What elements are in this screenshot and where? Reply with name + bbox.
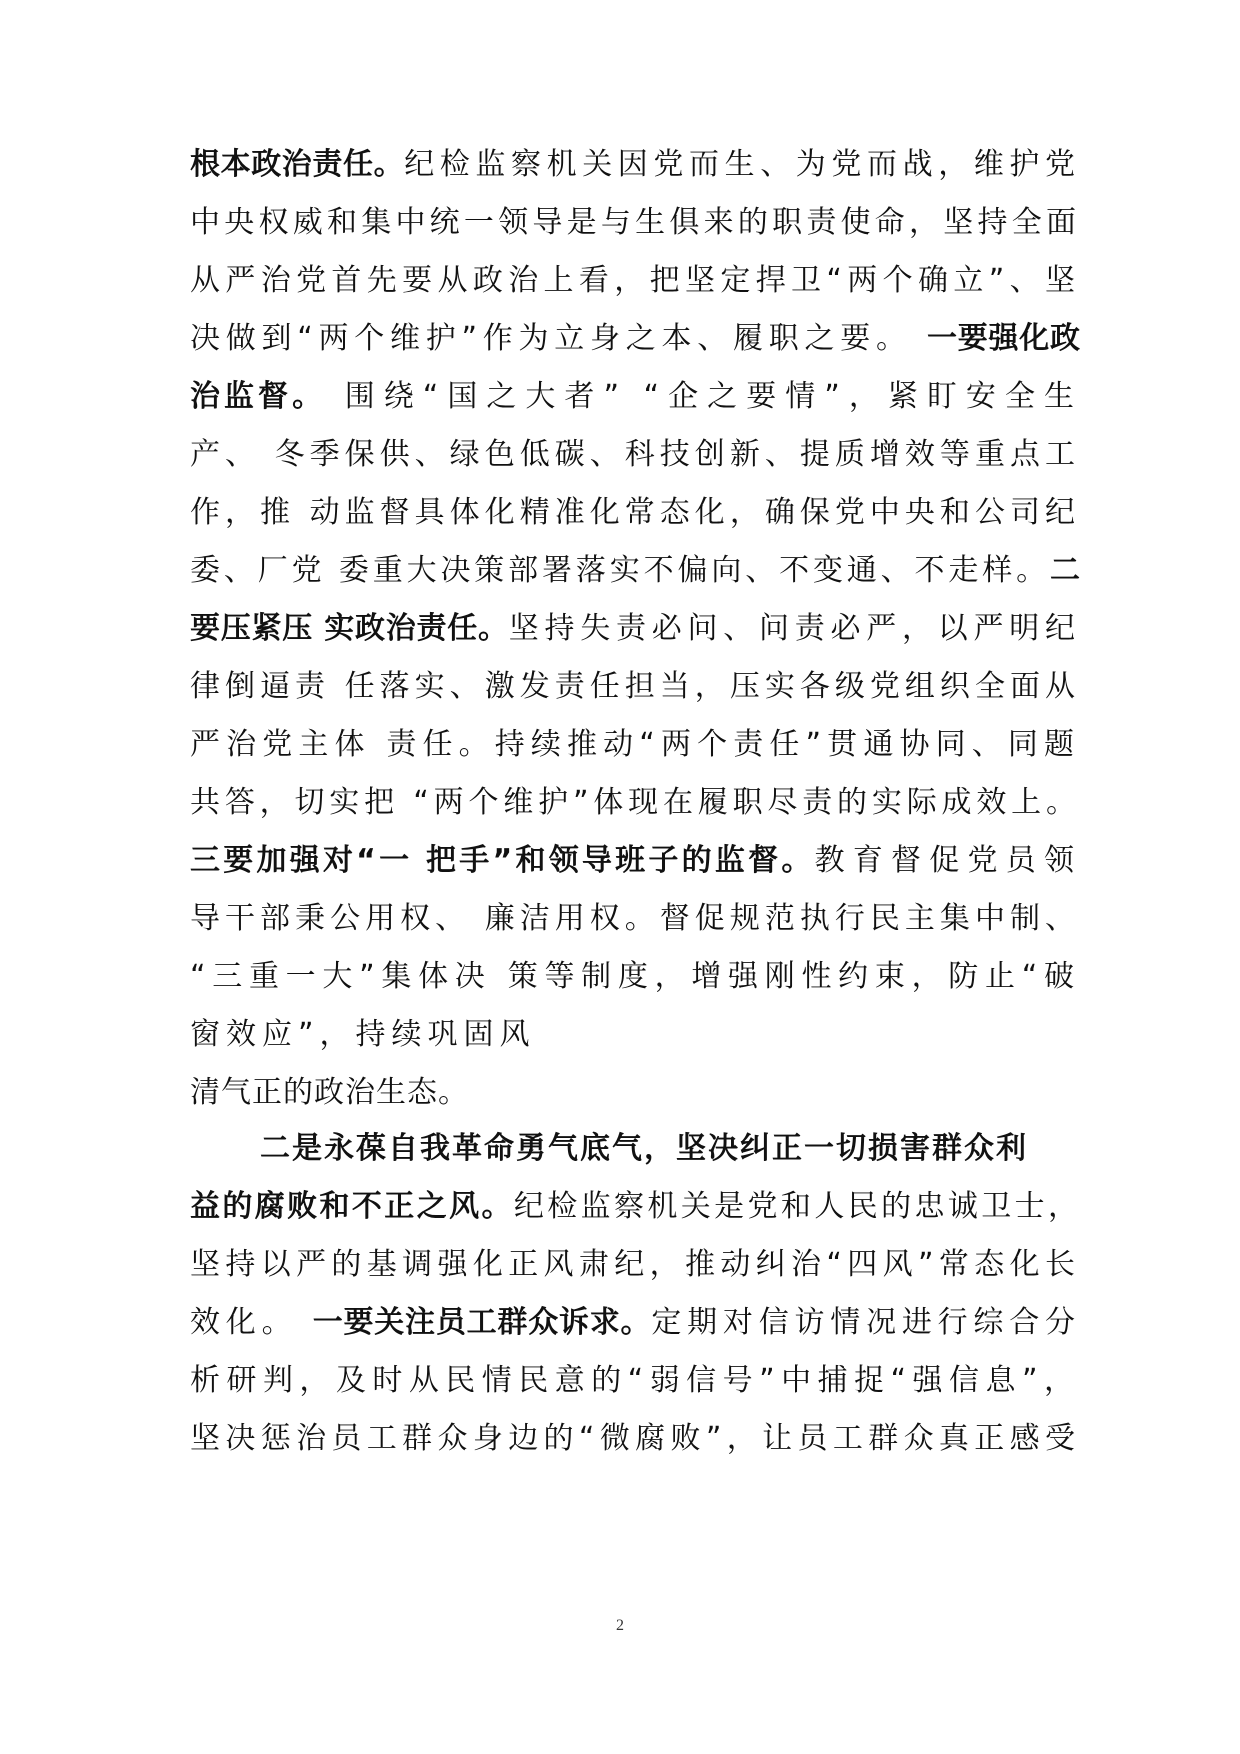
text-line [190, 948, 1080, 1006]
text-run: 中央权威和集中统一领导是与生俱来的职责使命，坚持全面 [190, 205, 1080, 240]
text-run: 共答，切实把 “两个维护”体现在履职尽责的实际成效上。 [190, 785, 1080, 820]
text-line [190, 716, 1080, 774]
text-run: “三重一大”集体决 策等制度，增强刚性约束，防止“破 [190, 959, 1080, 994]
text-run: 定期对信访情况进行综合分 [651, 1305, 1080, 1340]
text-run: 严治党主体 责任。持续推动“两个责任”贯通协同、同题 [190, 727, 1080, 762]
text-run: 律倒逼责 任落实、激发责任担当，压实各级党组织全面从 [190, 669, 1080, 704]
text-line [190, 252, 1080, 310]
paragraph-2 [190, 1120, 1080, 1468]
text-run: 产、 冬季保供、绿色低碳、科技创新、提质增效等重点工 [190, 437, 1080, 472]
bold-phrase: 根本政治责任。 [190, 147, 405, 182]
text-line [190, 194, 1080, 252]
text-run: 纪检监察机关因党而生、为党而战，维护党 [404, 147, 1081, 182]
text-line [190, 1352, 1080, 1410]
text-run: 委、厂党 委重大决策部署落实不偏向、不变通、不走样。 [190, 553, 1050, 588]
text-line [190, 368, 1080, 426]
text-run: 作，推 动监督具体化精准化常态化，确保党中央和公司纪 [190, 495, 1080, 530]
text-line [190, 890, 1080, 948]
text-line [190, 484, 1080, 542]
text-run: 决做到“两个维护”作为立身之本、履职之要。 [190, 321, 928, 356]
text-run: 导干部秉公用权、 廉洁用权。督促规范执行民主集中制、 [190, 901, 1080, 936]
text-line [190, 1294, 1080, 1352]
text-run: 教育督促党员领 [814, 843, 1080, 878]
bold-phrase: 二 [1050, 553, 1080, 588]
paragraph-1 [190, 136, 1080, 1122]
bold-phrase: 一要强化政 [927, 321, 1080, 356]
text-run: 效化。 [190, 1305, 313, 1340]
text-line [190, 1236, 1080, 1294]
page-number: 2 [616, 1617, 624, 1634]
text-line [190, 1410, 1080, 1468]
text-run: 坚决惩治员工群众身边的“微腐败”，让员工群众真正感受 [190, 1421, 1080, 1456]
text-line [190, 1178, 1080, 1236]
text-run: 坚持失责必问、问责必严，以严明纪 [508, 611, 1080, 646]
text-line [190, 1064, 1080, 1122]
text-line [190, 774, 1080, 832]
text-run: 清气正的政治生态。 [190, 1075, 469, 1110]
text-run: 围绕“国之大者” “企之要情”，紧盯安全生 [326, 379, 1080, 414]
text-line [190, 542, 1080, 600]
bold-phrase: 益的腐败和不正之风。 [190, 1189, 514, 1224]
text-run: 坚持以严的基调强化正风肃纪，推动纠治“四风”常态化长 [190, 1247, 1080, 1282]
text-run: 纪检监察机关是党和人民的忠诚卫士， [513, 1189, 1081, 1224]
text-line [190, 1006, 1080, 1064]
bold-phrase: 一要关注员工群众诉求。 [312, 1305, 652, 1340]
bold-phrase: 二是永葆自我革命勇气底气，坚决纠正一切损害群众利 [260, 1131, 1028, 1166]
text-line [190, 1120, 1080, 1178]
text-line [190, 832, 1080, 890]
text-line [190, 310, 1080, 368]
text-run: 从严治党首先要从政治上看，把坚定捍卫“两个确立”、坚 [190, 263, 1080, 298]
bold-phrase: 三要加强对“一 把手”和领导班子的监督。 [190, 843, 815, 878]
text-line [190, 136, 1080, 194]
text-line [190, 600, 1080, 658]
text-run: 窗效应”，持续巩固风 [190, 1017, 536, 1052]
text-line [190, 658, 1080, 716]
text-run: 析研判，及时从民情民意的“弱信号”中捕捉“强信息”， [190, 1363, 1080, 1398]
bold-phrase: 要压紧压 实政治责任。 [190, 611, 509, 646]
bold-phrase: 治监督。 [190, 379, 327, 414]
text-line [190, 426, 1080, 484]
